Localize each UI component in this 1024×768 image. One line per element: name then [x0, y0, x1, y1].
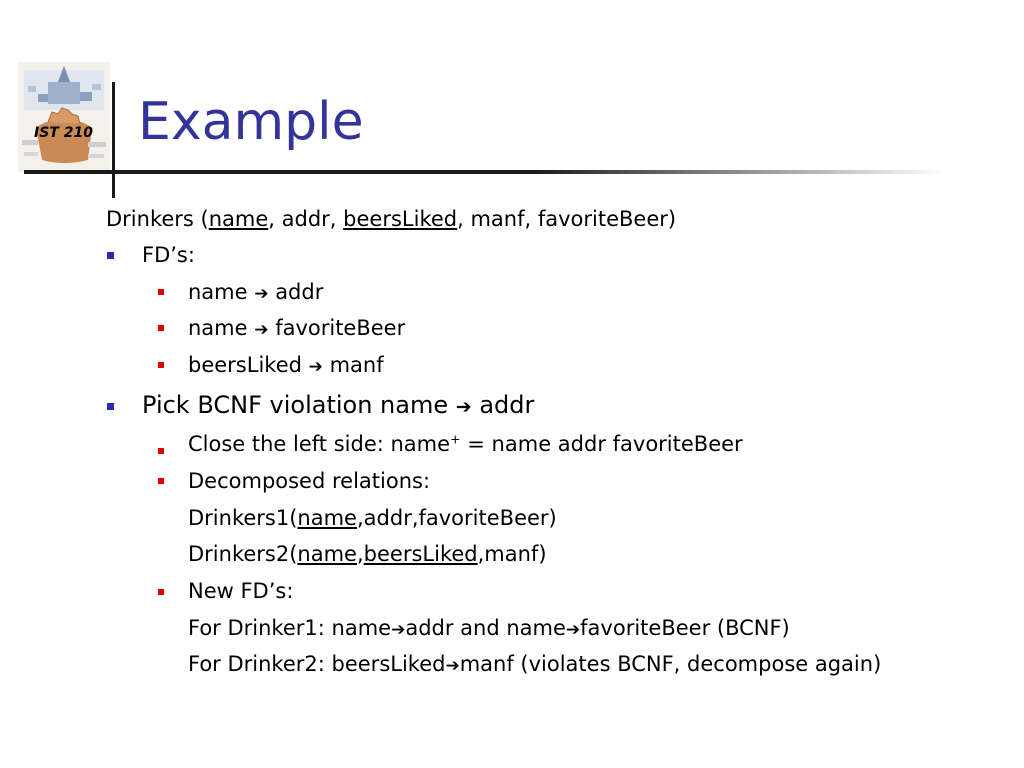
bullet-level2 [158, 362, 164, 368]
arrow-icon: ➔ [391, 620, 406, 640]
d1-key: name [297, 506, 357, 530]
arrow-icon: ➔ [254, 284, 269, 304]
fd-item [188, 282, 323, 303]
violation-text: Pick BCNF violation name [142, 391, 449, 419]
logo-text: IST 210 [34, 125, 93, 141]
arrow-icon: ➔ [445, 656, 460, 676]
closure-text: Close the left side: name [188, 432, 451, 456]
d2-key1: name [297, 542, 357, 566]
fd-left: name [188, 316, 248, 340]
bullet-level2 [158, 478, 164, 484]
fd-right: favoriteBeer [275, 316, 406, 340]
course-logo [18, 62, 110, 172]
title-divider-horizontal [24, 170, 944, 174]
new-fd-drinker1 [188, 618, 790, 639]
nf2-b: manf (violates BCNF, decompose again) [459, 652, 882, 676]
fds-label: FD’s: [142, 243, 195, 267]
title-divider-vertical [112, 82, 115, 198]
closure-plus: + [450, 431, 461, 447]
new-fds-label: New FD’s: [188, 579, 294, 603]
closure-result: = name addr favoriteBeer [460, 432, 743, 456]
bullet-level2 [158, 589, 164, 595]
d2-rest: ,manf) [477, 542, 547, 566]
d1-prefix: Drinkers1( [188, 506, 298, 530]
arrow-icon: ➔ [254, 320, 269, 340]
relation-attrs-2: , manf, favoriteBeer) [457, 207, 677, 231]
fd-right: manf [329, 353, 384, 377]
relation-prefix: Drinkers ( [106, 207, 209, 231]
fd-left: name [188, 280, 248, 304]
relation-key-beersliked: beersLiked [343, 207, 458, 231]
nf1-a: For Drinker1: name [188, 616, 392, 640]
bullet-level2 [158, 325, 164, 331]
fd-item [188, 318, 405, 339]
d1-rest: ,addr,favoriteBeer) [356, 506, 557, 530]
violation-rhs: addr [479, 391, 535, 419]
relation-key-name: name [208, 207, 269, 231]
d2-sep: , [356, 542, 364, 566]
nf1-c: favoriteBeer (BCNF) [580, 616, 790, 640]
drinkers1-schema [188, 508, 557, 529]
violation-heading [142, 393, 534, 417]
arrow-icon: ➔ [565, 620, 581, 640]
bullet-level2 [158, 448, 164, 454]
closure-line [188, 431, 743, 456]
fd-left: beersLiked [188, 353, 302, 377]
logo-image [18, 62, 110, 172]
d2-key2: beersLiked [363, 542, 478, 566]
relation-attrs-1: , addr, [268, 207, 344, 231]
fd-right: addr [275, 280, 324, 304]
arrow-icon: ➔ [308, 357, 323, 377]
bullet-level1 [107, 403, 114, 410]
decomposed-label: Decomposed relations: [188, 469, 431, 493]
fd-item [188, 355, 384, 376]
nf1-b: addr and name [405, 616, 566, 640]
new-fd-drinker2 [188, 654, 881, 675]
relation-schema [106, 209, 676, 230]
bullet-level2 [158, 289, 164, 295]
arrow-icon: ➔ [455, 396, 472, 418]
drinkers2-schema [188, 544, 547, 565]
slide-title: Example [138, 92, 364, 152]
bullet-level1 [107, 252, 114, 259]
nf2-a: For Drinker2: beersLiked [188, 652, 446, 676]
d2-prefix: Drinkers2( [188, 542, 298, 566]
